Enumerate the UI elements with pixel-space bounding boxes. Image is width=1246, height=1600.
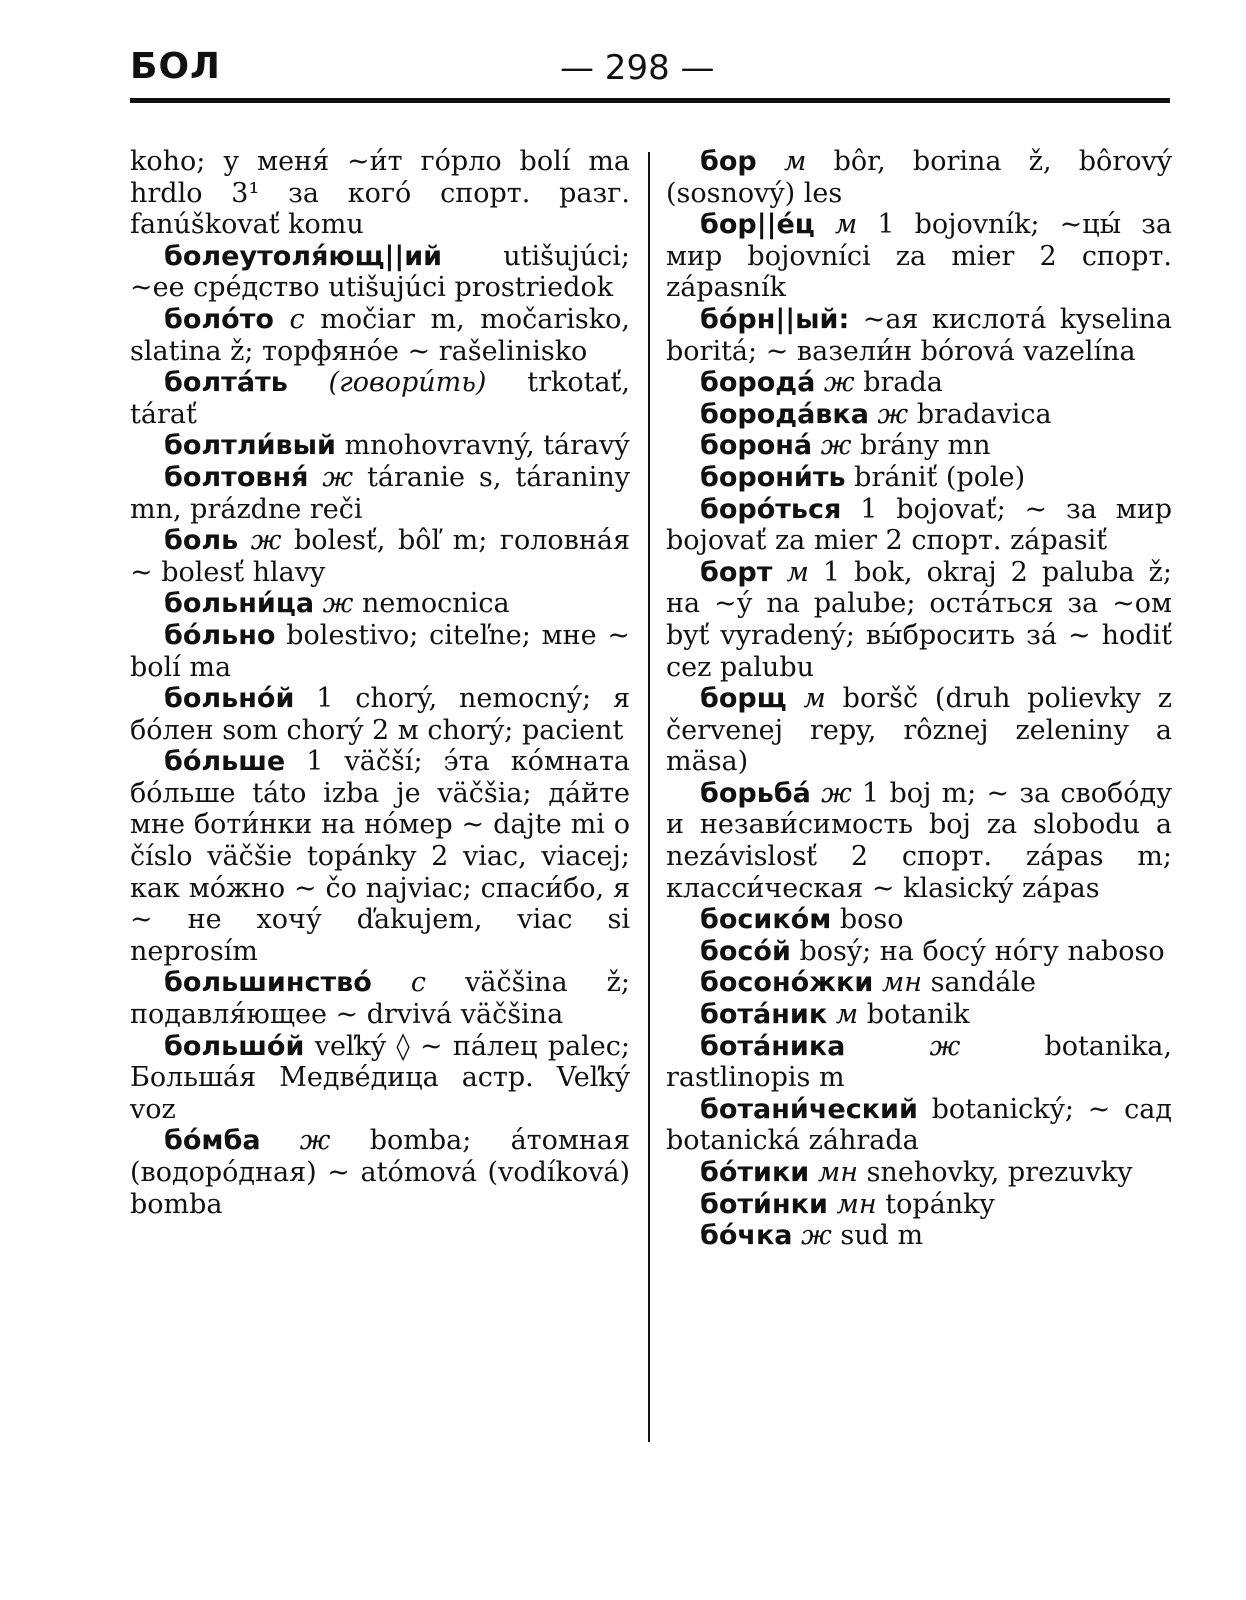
entry-headword: босоно́жки — [700, 967, 874, 999]
entry-definition: botanik — [866, 999, 970, 1031]
entry-definition: bradavica — [916, 398, 1052, 430]
entry-headword: большинство́ — [164, 967, 372, 999]
entry-headword: боль — [164, 525, 239, 557]
dictionary-entry — [666, 967, 1172, 999]
entry-headword: борона́ — [700, 430, 813, 462]
right-column — [666, 146, 1172, 1252]
entry-headword: борода́вка — [700, 398, 869, 430]
entry-definition: väčšina ž; подавля́ющее ~ drvivá väčšina — [130, 967, 630, 1031]
entry-definition: 1 väčší; э́та ко́мната бо́льше táto izba je väčšia; да́йте мне боти́нки на но́мер ~ dajte mi o číslo väčšie topánky 2 viac, viacej; как мо́жно ~ čo najviac; спаси́бо, я ~ не хочу́ ďakujem, viac si neprosím — [130, 746, 630, 967]
entry-definition: močiar m, močarisko, slatina ž; торфяно́е ~ rašelinisko — [130, 303, 630, 367]
entry-headword: боло́то — [164, 303, 274, 335]
entry-headword: болта́ть — [164, 367, 288, 399]
dictionary-entry — [666, 399, 1172, 431]
entry-definition: 1 bojovať; ~ за мир bojovať za mier 2 спорт. zápasiť — [666, 493, 1172, 557]
entry-headword: боти́нки — [700, 1188, 828, 1220]
page-number: — 298 — — [560, 48, 715, 88]
entry-grammar-label: ж — [929, 1030, 961, 1062]
entry-headword: борт — [700, 556, 773, 588]
dictionary-entry — [666, 494, 1172, 557]
entry-headword: бота́ника — [700, 1030, 846, 1062]
left-column — [130, 146, 630, 1220]
dictionary-entry — [666, 557, 1172, 683]
dictionary-entry — [130, 367, 630, 430]
entry-headword: болтовня́ — [164, 461, 309, 493]
entry-definition: bosý; на босу́ но́гу naboso — [799, 935, 1165, 967]
dictionary-entry — [666, 936, 1172, 968]
dictionary-entry — [130, 620, 630, 683]
column-divider — [648, 152, 650, 1442]
dictionary-entry — [666, 430, 1172, 462]
entry-definition: topánky — [885, 1188, 995, 1220]
dictionary-entry — [666, 1157, 1172, 1189]
entry-definition: botanický; ~ сад botanická záhrada — [666, 1093, 1172, 1157]
entry-grammar-label: ж — [823, 367, 855, 399]
entry-definition: botanika, rastlinopis m — [666, 1030, 1172, 1094]
entry-definition: brada — [863, 367, 943, 399]
entry-grammar-label: м — [783, 146, 807, 177]
entry-definition: sandále — [930, 967, 1036, 999]
entry-definition: sud m — [840, 1220, 924, 1252]
entry-headword: борода́ — [700, 367, 816, 399]
entry-definition: utišujúci; ~ее сре́дство utišujúci prostriedok — [130, 240, 630, 304]
entry-definition: brány mn — [860, 430, 991, 462]
entry-headword: бо́льно — [164, 619, 276, 651]
dictionary-entry — [666, 683, 1172, 778]
entry-grammar-label: ж — [322, 461, 354, 493]
entry-grammar-label: с — [410, 967, 427, 999]
dictionary-entry — [130, 1031, 630, 1126]
entry-grammar-label: мн — [836, 1188, 877, 1220]
entry-grammar-label: (говори́ть) — [328, 367, 487, 399]
entry-headword: бо́льше — [164, 746, 286, 778]
dictionary-entry — [130, 588, 630, 620]
entry-headword: болеутоля́ющ||ий — [164, 240, 443, 272]
entry-definition: 1 bok, okraj 2 paluba ž; на ~у́ na palube; оста́ться за ~ом byť vyradený; вы́бросить за́ ~ hodiť cez palubu — [666, 556, 1172, 683]
entry-headword: больно́й — [164, 683, 295, 715]
entry-definition: veľký ◊ ~ па́лец palec; Больша́я Медве́дица астр. Veľký voz — [130, 1030, 631, 1125]
dictionary-entry — [666, 999, 1172, 1031]
entry-definition: bolestivo; citeľne; мне ~ bolí ma — [130, 619, 630, 683]
entry-grammar-label: ж — [322, 588, 354, 620]
dictionary-entry — [666, 778, 1172, 904]
header-rule — [130, 98, 1170, 103]
dictionary-entry — [666, 146, 1172, 209]
entry-headword: бо́тики — [700, 1157, 810, 1188]
entry-headword: большо́й — [164, 1030, 305, 1062]
dictionary-entry — [130, 304, 630, 367]
entry-headword: бо́мба — [164, 1125, 261, 1157]
dictionary-entry — [130, 746, 630, 967]
dictionary-entry — [130, 1125, 630, 1220]
entry-definition: ~ая кислота́ kyselina boritá; ~ вазели́н bórová vazelína — [666, 303, 1172, 367]
dictionary-entry — [666, 1189, 1172, 1221]
dictionary-entry — [666, 1031, 1172, 1094]
entry-definition: mnohovravný, táravý — [344, 430, 630, 462]
entry-headword: боро́ться — [700, 493, 842, 525]
entry-definition: 1 boj m; ~ за свобо́ду и незави́симость boj za slobodu a nezávislosť 2 спорт. zápas m; класси́ческая ~ klasický zápas — [666, 777, 1172, 904]
entry-headword: больни́ца — [164, 588, 315, 620]
dictionary-entry — [130, 462, 630, 525]
entry-headword: бор||е́ц — [700, 209, 815, 241]
dictionary-entry — [666, 1094, 1172, 1157]
dictionary-entry — [666, 1220, 1172, 1252]
entry-headword: бо́рн||ый: — [700, 303, 850, 335]
entry-grammar-label: м — [786, 556, 809, 588]
entry-headword: борщ — [700, 683, 787, 715]
dictionary-entry — [130, 430, 630, 462]
entry-grammar-label: м — [834, 209, 858, 241]
dictionary-entry — [666, 462, 1172, 494]
entry-headword: бота́ник — [700, 999, 828, 1031]
entry-definition: brániť (pole) — [854, 461, 1026, 493]
entry-headword: бор — [700, 146, 757, 177]
entry-grammar-label: с — [289, 303, 305, 335]
entry-definition: 1 chorý, nemocný; я бо́лен som chorý 2 м chorý; pacient — [130, 683, 630, 746]
entry-grammar-label: ж — [250, 525, 282, 557]
entry-headword: болтли́вый — [164, 430, 336, 462]
entry-definition: snehovky, prezuvky — [866, 1157, 1133, 1188]
entry-grammar-label: ж — [821, 777, 852, 809]
entry-definition: boso — [839, 904, 904, 936]
dictionary-entry — [130, 525, 630, 588]
dictionary-entry — [130, 241, 630, 304]
entry-grammar-label: мн — [881, 967, 923, 999]
dictionary-entry — [130, 683, 630, 746]
entry-grammar-label: мн — [817, 1157, 858, 1188]
entry-definition: koho; у меня́ ~и́т го́рло bolí ma hrdlo 3¹ за кого́ спорт. разг. fanúškovať komu — [130, 146, 630, 241]
entry-headword: босико́м — [700, 904, 832, 936]
entry-definition: bôr, borina ž, bôrový (sosnový) les — [666, 146, 1172, 209]
dictionary-entry — [666, 304, 1172, 367]
entry-headword: борони́ть — [700, 461, 846, 493]
entry-grammar-label: м — [835, 999, 859, 1031]
entry-headword: босо́й — [700, 935, 791, 967]
page-header — [130, 44, 1170, 96]
entry-definition: táranie s, táraniny mn, prázdne reči — [130, 461, 630, 525]
entry-definition: boršč (druh polievky z červenej repy, rôznej zeleniny a mäsa) — [666, 683, 1172, 778]
entry-definition: nemocnica — [361, 588, 510, 620]
entry-grammar-label: ж — [801, 1220, 832, 1252]
dictionary-entry — [666, 904, 1172, 936]
entry-grammar-label: м — [803, 683, 826, 715]
entry-headword: ботани́ческий — [700, 1093, 918, 1125]
running-head: БОЛ — [130, 46, 221, 87]
entry-definition: 1 bojovník; ~цы́ за мир bojovníci za mier 2 спорт. zápasník — [666, 209, 1172, 304]
entry-grammar-label: ж — [299, 1125, 331, 1157]
dictionary-entry — [130, 967, 630, 1030]
dictionary-entry — [666, 209, 1172, 304]
entry-grammar-label: ж — [877, 398, 909, 430]
entry-headword: бо́чка — [700, 1220, 793, 1252]
entry-definition: trkotať, tárať — [130, 367, 630, 430]
entry-definition: bolesť, bôľ m; головна́я ~ bolesť hlavy — [130, 525, 630, 588]
entry-headword: борьба́ — [700, 777, 811, 809]
entry-grammar-label: ж — [820, 430, 852, 462]
dictionary-entry — [666, 367, 1172, 399]
entry-definition: bomba; а́томная (водоро́дная) ~ atómová (vodíková) bomba — [130, 1125, 630, 1220]
dictionary-entry — [130, 146, 630, 241]
